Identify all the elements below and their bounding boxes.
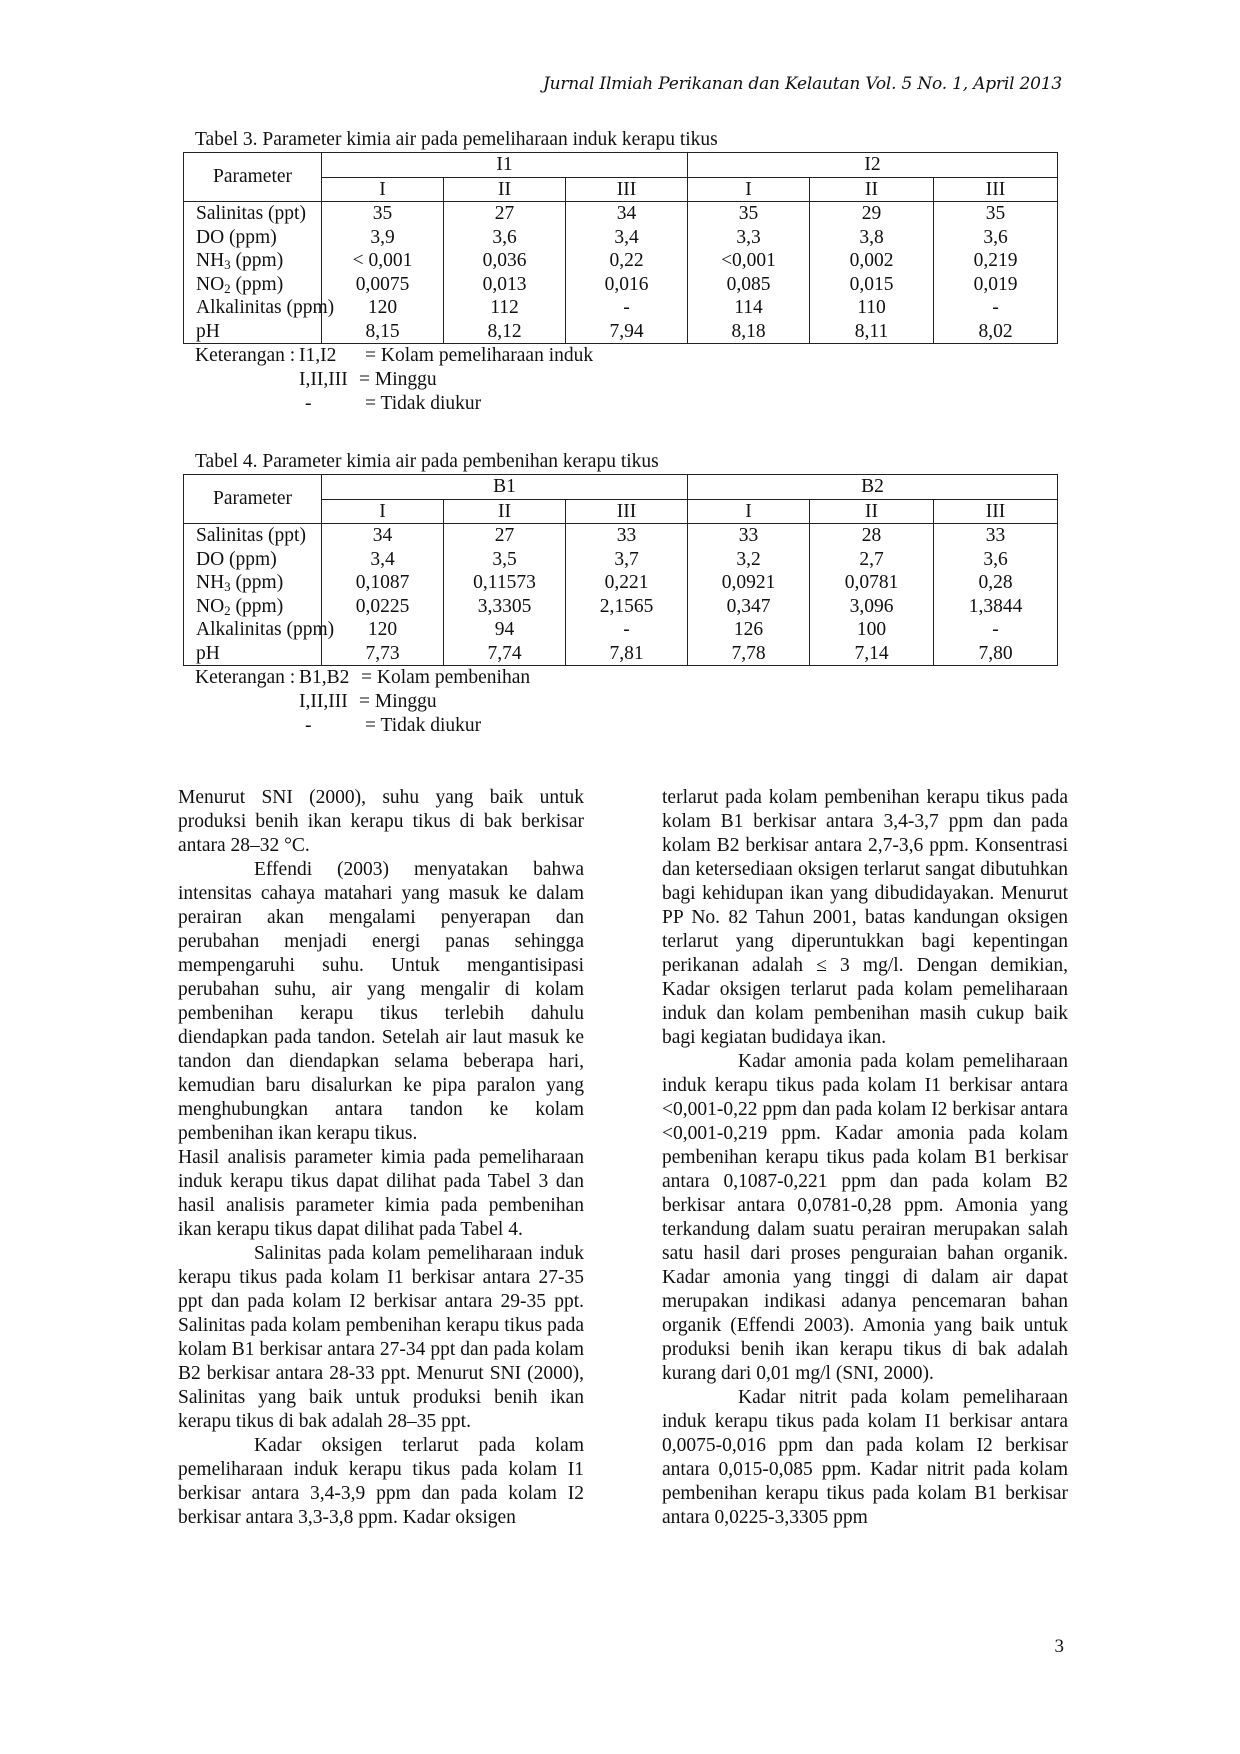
table-cell-value: - [566, 618, 688, 642]
table-cell-value: 3,6 [934, 226, 1058, 250]
table-cell-value: 0,015 [810, 273, 934, 297]
table-cell-value: 114 [688, 296, 810, 320]
table-row [184, 226, 1058, 250]
table-cell-value: 8,02 [934, 320, 1058, 344]
table-4-notes [183, 666, 1057, 738]
table-cell-value: 3,096 [810, 595, 934, 619]
table-cell-value: 0,002 [810, 249, 934, 273]
note-row [183, 666, 1057, 690]
table-cell-value: 8,11 [810, 320, 934, 344]
table-cell-value: 0,11573 [444, 571, 566, 595]
table-cell-value: 3,8 [810, 226, 934, 250]
note-key: I,II,III [299, 369, 348, 390]
note-row [183, 344, 1057, 368]
table-header-group: B1 [322, 475, 688, 500]
table-cell-value: 2,7 [810, 548, 934, 572]
table-header-group: I1 [322, 153, 688, 178]
table-cell-value: 8,18 [688, 320, 810, 344]
table-cell-value: - [934, 618, 1058, 642]
body-paragraph: Kadar oksigen terlarut pada kolam pemeliharaan induk kerapu tikus pada kolam I1 berkisar antara 3,4-3,9 ppm dan pada kolam I2 berkisar antara 3,3-3,8 ppm. Kadar oksigen [178, 1435, 584, 1528]
table-cell-value: 27 [444, 202, 566, 226]
table-cell-value: 110 [810, 296, 934, 320]
table-cell-value: 7,74 [444, 642, 566, 666]
body-column-right [662, 786, 1068, 1530]
table-row [184, 249, 1058, 273]
table-cell-value: 0,0781 [810, 571, 934, 595]
table-cell-value: 8,12 [444, 320, 566, 344]
table-cell-value: 0,0225 [322, 595, 444, 619]
note-key: I1,I2 [299, 345, 337, 366]
table-cell-parameter: $NO_2$ (ppm) [184, 273, 322, 297]
table-cell-value: 8,15 [322, 320, 444, 344]
table-header-week: III [566, 177, 688, 202]
table-header-week: III [934, 499, 1058, 524]
table-cell-value: - [934, 296, 1058, 320]
note-row [183, 714, 1057, 738]
table-cell-parameter: $NO_2$ (ppm) [184, 595, 322, 619]
table-cell-value: 112 [444, 296, 566, 320]
table-header-week: I [322, 499, 444, 524]
table-header-parameter: Parameter [184, 475, 322, 524]
table-cell-value: 1,3844 [934, 595, 1058, 619]
table-cell-parameter: $NH_3$ (ppm) [184, 571, 322, 595]
table-cell-parameter: $NH_3$ (ppm) [184, 249, 322, 273]
note-key: I,II,III [299, 691, 348, 712]
page-number: 3 [1054, 1636, 1064, 1657]
table-cell-value: 0,019 [934, 273, 1058, 297]
table-cell-value: 0,1087 [322, 571, 444, 595]
table-row [184, 524, 1058, 548]
note-definition: = Tidak diukur [365, 393, 482, 414]
table-header-week: II [810, 499, 934, 524]
table-cell-parameter: DO (ppm) [184, 226, 322, 250]
table-cell-value: 100 [810, 618, 934, 642]
table-cell-value: 0,219 [934, 249, 1058, 273]
note-definition: = Minggu [359, 369, 437, 390]
table-cell-parameter: Alkalinitas (ppm) [184, 296, 322, 320]
table-header-week: II [810, 177, 934, 202]
table-cell-value: 7,94 [566, 320, 688, 344]
table-cell-value: 3,4 [566, 226, 688, 250]
table-cell-value: 120 [322, 618, 444, 642]
table-cell-value: 33 [688, 524, 810, 548]
table-cell-value: 3,9 [322, 226, 444, 250]
table-3-caption: Tabel 3. Parameter kimia air pada pemeliharaan induk kerapu tikus [195, 129, 718, 150]
table-header-week: I [322, 177, 444, 202]
table-row [184, 595, 1058, 619]
note-key: - [305, 393, 312, 414]
table-cell-value: 0,013 [444, 273, 566, 297]
table-header-week: I [688, 499, 810, 524]
table-cell-value: 94 [444, 618, 566, 642]
table-header-parameter: Parameter [184, 153, 322, 202]
body-paragraph: Effendi (2003) menyatakan bahwa intensitas cahaya matahari yang masuk ke dalam perairan akan mengalami penyerapan dan perubahan menjadi energi panas sehingga mempengaruhi suhu. Untuk mengantisipasi perubahan suhu, air yang mengalir di kolam pembenihan kerapu tikus terlebih dahulu diendapkan pada tandon. Setelah air laut masuk ke tandon dan diendapkan selama beberapa hari, kemudian baru disalurkan ke pipa paralon yang menghubungkan antara tandon ke kolam pembenihan ikan kerapu tikus. [178, 859, 584, 1144]
table-cell-value: 3,7 [566, 548, 688, 572]
table-cell-value: 34 [322, 524, 444, 548]
table-row [184, 642, 1058, 666]
table-cell-value: 0,22 [566, 249, 688, 273]
table-cell-value: 3,2 [688, 548, 810, 572]
table-row [184, 202, 1058, 226]
table-3-block [183, 128, 1057, 416]
body-paragraph: Salinitas pada kolam pemeliharaan induk kerapu tikus pada kolam I1 berkisar antara 27-35 ppt dan pada kolam I2 berkisar antara 29-35 ppt. Salinitas pada kolam pembenihan kerapu tikus pada kolam B1 berkisar antara 27-34 ppt dan pada kolam B2 berkisar antara 28-33 ppt. Menurut SNI (2000), Salinitas yang baik untuk produksi benih ikan kerapu tikus di bak adalah 28–35 ppt. [178, 1243, 584, 1432]
table-cell-value: 0,28 [934, 571, 1058, 595]
table-header-week: I [688, 177, 810, 202]
note-definition: = Kolam pembenihan [361, 667, 531, 688]
table-row [184, 548, 1058, 572]
table-cell-parameter: pH [184, 320, 322, 344]
table-cell-value: 35 [688, 202, 810, 226]
running-head: Jurnal Ilmiah Perikanan dan Kelautan Vol. 5 No. 1, April 2013 [543, 74, 1062, 94]
note-key: B1,B2 [299, 667, 350, 688]
table-4-body [184, 524, 1058, 666]
table-cell-value: 126 [688, 618, 810, 642]
note-definition: = Kolam pemeliharaan induk [365, 345, 594, 366]
table-cell-value: 0,085 [688, 273, 810, 297]
table-3-notes [183, 344, 1057, 416]
table-cell-value: 0,036 [444, 249, 566, 273]
table-header-group: I2 [688, 153, 1058, 178]
table-cell-value: <0,001 [688, 249, 810, 273]
table-cell-value: 0,016 [566, 273, 688, 297]
body-paragraph: terlarut pada kolam pembenihan kerapu tikus pada kolam B1 berkisar antara 3,4-3,7 ppm dan pada kolam B2 berkisar antara 2,7-3,6 ppm. Konsentrasi dan ketersediaan oksigen terlarut sangat dibutuhkan bagi kehidupan ikan yang dibudidayakan. Menurut PP No. 82 Tahun 2001, batas kandungan oksigen terlarut yang diperuntukkan bagi kepentingan perikanan adalah ≤ 3 mg/l. Dengan demikian, Kadar oksigen terlarut pada kolam pemeliharaan induk dan kolam pembenihan masih cukup baik bagi kegiatan budidaya ikan. [662, 787, 1068, 1048]
table-cell-value: < 0,001 [322, 249, 444, 273]
table-row [184, 273, 1058, 297]
table-header-week: III [566, 499, 688, 524]
table-cell-value: 0,0075 [322, 273, 444, 297]
table-cell-parameter: Salinitas (ppt) [184, 202, 322, 226]
note-label: Keterangan : [195, 667, 296, 688]
note-row [183, 368, 1057, 392]
table-4-caption: Tabel 4. Parameter kimia air pada pembenihan kerapu tikus [195, 451, 659, 472]
table-cell-value: 28 [810, 524, 934, 548]
body-paragraph: Kadar amonia pada kolam pemeliharaan induk kerapu tikus pada kolam I1 berkisar antara <0,001-0,22 ppm dan pada kolam I2 berkisar antara <0,001-0,219 ppm. Kadar amonia pada kolam pembenihan kerapu tikus pada kolam B1 berkisar antara 0,1087-0,221 ppm dan pada kolam B2 berkisar antara 0,0781-0,28 ppm. Amonia yang terkandung dalam suatu perairan merupakan salah satu hasil dari proses penguraian bahan organik. Kadar amonia yang tinggi di dalam air dapat merupakan indikasi adanya pencemaran bahan organik (Effendi 2003). Amonia yang baik untuk produksi benih ikan kerapu tikus di bak adalah kurang dari 0,01 mg/l (SNI, 2000). [662, 1051, 1068, 1384]
table-cell-value: 0,347 [688, 595, 810, 619]
table-cell-value: - [566, 296, 688, 320]
note-row [183, 392, 1057, 416]
table-cell-value: 120 [322, 296, 444, 320]
table-3-body [184, 202, 1058, 344]
table-cell-value: 33 [934, 524, 1058, 548]
table-cell-value: 0,221 [566, 571, 688, 595]
table-4-block [183, 450, 1057, 738]
note-label: Keterangan : [195, 345, 296, 366]
table-cell-value: 3,6 [444, 226, 566, 250]
table-cell-value: 0,0921 [688, 571, 810, 595]
table-cell-value: 7,14 [810, 642, 934, 666]
note-definition: = Tidak diukur [365, 715, 482, 736]
table-header-group: B2 [688, 475, 1058, 500]
table-cell-value: 33 [566, 524, 688, 548]
table-cell-value: 3,3 [688, 226, 810, 250]
table-cell-value: 35 [322, 202, 444, 226]
body-paragraph: Menurut SNI (2000), suhu yang baik untuk produksi benih ikan kerapu tikus di bak berkisar antara 28–32 °C. [178, 787, 584, 856]
table-cell-value: 7,80 [934, 642, 1058, 666]
note-row [183, 690, 1057, 714]
table-cell-value: 7,81 [566, 642, 688, 666]
table-cell-value: 3,3305 [444, 595, 566, 619]
table-cell-value: 35 [934, 202, 1058, 226]
table-header-week: II [444, 177, 566, 202]
table-row [184, 320, 1058, 344]
note-definition: = Minggu [359, 691, 437, 712]
table-cell-value: 27 [444, 524, 566, 548]
table-4 [183, 474, 1058, 666]
table-header-week: II [444, 499, 566, 524]
table-cell-value: 3,5 [444, 548, 566, 572]
table-cell-value: 7,78 [688, 642, 810, 666]
table-3 [183, 152, 1058, 344]
body-paragraph: Hasil analisis parameter kimia pada pemeliharaan induk kerapu tikus dapat dilihat pada Tabel 3 dan hasil analisis parameter kimia pada pembenihan ikan kerapu tikus dapat dilihat pada Tabel 4. [178, 1147, 584, 1240]
table-row [184, 618, 1058, 642]
table-cell-value: 29 [810, 202, 934, 226]
table-header-week: III [934, 177, 1058, 202]
table-cell-value: 34 [566, 202, 688, 226]
note-key: - [305, 715, 312, 736]
body-column-left [178, 786, 584, 1530]
body-paragraph: Kadar nitrit pada kolam pemeliharaan induk kerapu tikus pada kolam I1 berkisar antara 0,0075-0,016 ppm dan pada kolam I2 berkisar antara 0,015-0,085 ppm. Kadar nitrit pada kolam pembenihan kerapu tikus pada kolam B1 berkisar antara 0,0225-3,3305 ppm [662, 1387, 1068, 1528]
table-row [184, 296, 1058, 320]
table-cell-value: 7,73 [322, 642, 444, 666]
table-row [184, 571, 1058, 595]
table-cell-parameter: Salinitas (ppt) [184, 524, 322, 548]
table-cell-value: 3,4 [322, 548, 444, 572]
table-cell-parameter: DO (ppm) [184, 548, 322, 572]
table-cell-parameter: Alkalinitas (ppm) [184, 618, 322, 642]
table-cell-value: 2,1565 [566, 595, 688, 619]
table-cell-value: 3,6 [934, 548, 1058, 572]
table-cell-parameter: pH [184, 642, 322, 666]
